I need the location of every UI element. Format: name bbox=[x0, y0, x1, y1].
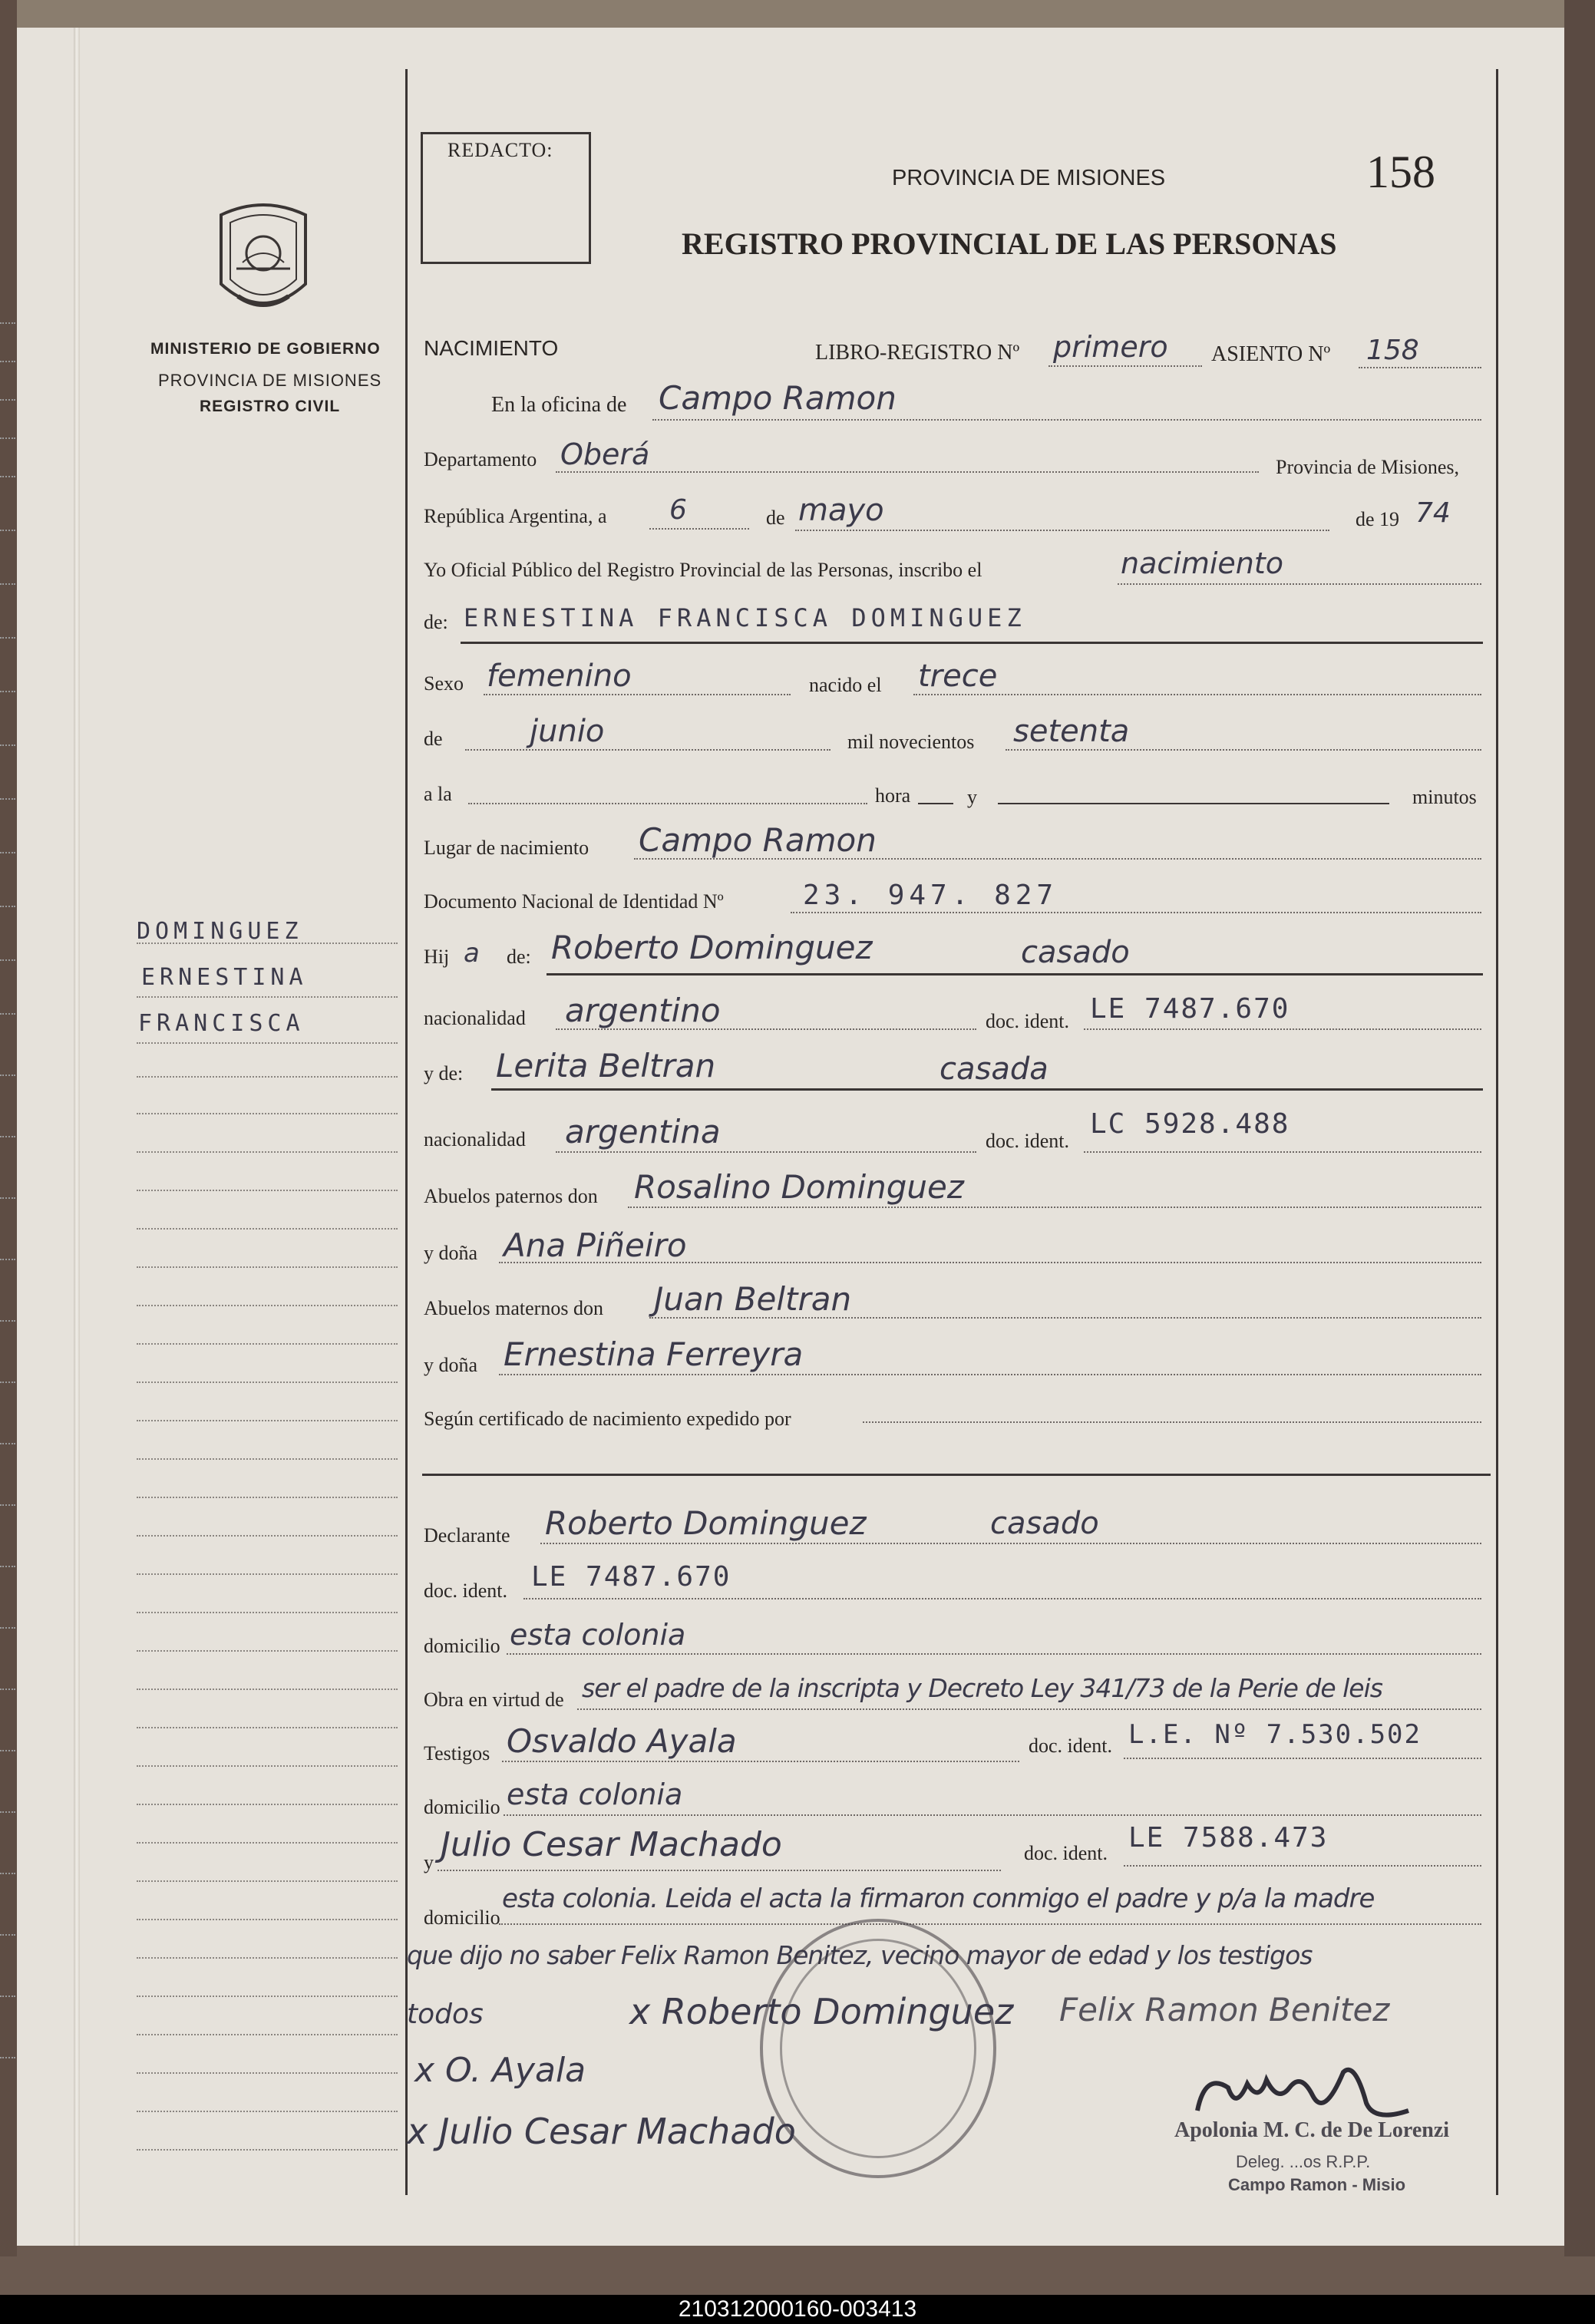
extra-line-1: que dijo no saber Felix Ramon Benitez, vecino mayor de edad y los testigos bbox=[407, 1940, 1313, 1970]
declarante-label: Declarante bbox=[424, 1524, 510, 1547]
sidebar-name-line-1: DOMINGUEZ bbox=[137, 918, 303, 945]
declarante-estado: casado bbox=[990, 1506, 1099, 1541]
official-name: Apolonia M. C. de De Lorenzi bbox=[1174, 2118, 1450, 2142]
yde-label: y de: bbox=[424, 1062, 464, 1084]
sexo-label: Sexo bbox=[424, 672, 464, 695]
abuelos-mat-label: Abuelos maternos don bbox=[424, 1297, 603, 1319]
ydona-pat-label: y doña bbox=[424, 1242, 478, 1264]
doc-padre-line bbox=[1084, 1028, 1481, 1030]
sidebar-name-line-2: ERNESTINA bbox=[141, 964, 308, 991]
nac-padre-value: argentino bbox=[565, 992, 721, 1029]
provincia-emblem bbox=[212, 198, 315, 321]
de19-label: de 19 bbox=[1356, 508, 1400, 530]
hija-label: Hij bbox=[424, 946, 450, 968]
abuelos-pat-label: Abuelos paternos don bbox=[424, 1185, 598, 1207]
departamento-label: Departamento bbox=[424, 448, 537, 470]
official-title: Deleg. ...os R.P.P. bbox=[1236, 2152, 1371, 2171]
domicilio-t1-line bbox=[504, 1814, 1481, 1816]
de-colon-label: de: bbox=[424, 611, 448, 633]
departamento-line bbox=[556, 471, 1259, 473]
hora-label: hora bbox=[875, 784, 911, 807]
domicilio-decl-value: esta colonia bbox=[510, 1618, 686, 1652]
dia-line bbox=[649, 528, 749, 530]
doc-madre-value: LC 5928.488 bbox=[1090, 1108, 1290, 1140]
libro-line bbox=[1048, 365, 1202, 367]
obra-value: ser el padre de la inscripta y Decreto Ley 341/73 de la Perie de leis bbox=[582, 1673, 1382, 1703]
mes-value: mayo bbox=[798, 493, 884, 528]
minutos-label: minutos bbox=[1412, 786, 1477, 808]
declarante-value: Roberto Dominguez bbox=[545, 1504, 867, 1542]
libro-value: primero bbox=[1053, 330, 1168, 364]
y-testigo2-prefix: y bbox=[424, 1851, 434, 1873]
sidebar-name-line-3: FRANCISCA bbox=[138, 1010, 305, 1037]
inscribo-line bbox=[1118, 583, 1481, 585]
domicilio-t2-line bbox=[499, 1923, 1481, 1925]
doc-t1-line bbox=[1124, 1758, 1481, 1759]
asiento-value: 158 bbox=[1366, 335, 1419, 366]
official-place: Campo Ramon - Misio bbox=[1228, 2175, 1406, 2194]
mes-nac-value: junio bbox=[530, 714, 605, 749]
nacionalidad-padre-label: nacionalidad bbox=[424, 1007, 526, 1029]
abuelo-mat-value: Juan Beltran bbox=[654, 1280, 852, 1318]
mes-line bbox=[795, 530, 1329, 531]
obra-line bbox=[577, 1708, 1481, 1710]
section-divider bbox=[422, 1474, 1491, 1476]
nombre-rule bbox=[461, 642, 1483, 644]
republica-label: República Argentina, a bbox=[424, 505, 607, 527]
nacido-value: trece bbox=[918, 659, 998, 694]
minutos-line bbox=[998, 803, 1389, 804]
domicilio-t1-value: esta colonia bbox=[507, 1778, 683, 1811]
sexo-value: femenino bbox=[487, 659, 632, 694]
madre-estado: casada bbox=[939, 1051, 1048, 1087]
provincia-suffix: Provincia de Misiones, bbox=[1276, 456, 1460, 478]
milnov-label: mil novecientos bbox=[847, 731, 975, 753]
anio-value: 74 bbox=[1415, 497, 1451, 529]
declarante-line bbox=[540, 1543, 1481, 1544]
sidebar-provincia-label: PROVINCIA DE MISIONES bbox=[158, 371, 382, 390]
y-label: y bbox=[967, 786, 977, 808]
a-la-label: a la bbox=[424, 783, 452, 805]
nac-padre-line bbox=[556, 1028, 976, 1030]
background-right bbox=[1564, 0, 1595, 2256]
doc-padre-value: LE 7487.670 bbox=[1090, 993, 1290, 1025]
doc-madre-line bbox=[1084, 1151, 1481, 1153]
oficina-label: En la oficina de bbox=[491, 393, 627, 417]
de-label-2: de bbox=[424, 728, 443, 750]
hija-de-label: de: bbox=[507, 946, 531, 968]
oficina-line bbox=[652, 419, 1481, 421]
madre-value: Lerita Beltran bbox=[496, 1047, 716, 1084]
lugar-label: Lugar de nacimiento bbox=[424, 837, 589, 859]
docident-t2-label: doc. ident. bbox=[1024, 1842, 1108, 1864]
libro-label: LIBRO-REGISTRO Nº bbox=[815, 341, 1020, 365]
ydona-mat-label: y doña bbox=[424, 1354, 478, 1376]
hija-suffix: a bbox=[464, 938, 480, 969]
ministerio-label: MINISTERIO DE GOBIERNO bbox=[150, 340, 381, 358]
archive-id: 210312000160-003413 bbox=[678, 2296, 917, 2322]
testigos-label: Testigos bbox=[424, 1742, 490, 1764]
domicilio-t2-value: esta colonia. Leida el acta la firmaron conmigo el padre y p/a la madre bbox=[502, 1883, 1375, 1914]
nacionalidad-madre-label: nacionalidad bbox=[424, 1128, 526, 1150]
abuela-mat-value: Ernestina Ferreyra bbox=[504, 1335, 804, 1373]
signature-machado: x Julio Cesar Machado bbox=[407, 2111, 796, 2152]
nombre-value: ERNESTINA FRANCISCA DOMINGUEZ bbox=[464, 603, 1026, 632]
domicilio-t1-label: domicilio bbox=[424, 1796, 500, 1818]
segun-line bbox=[863, 1421, 1481, 1423]
registro-heading: REGISTRO PROVINCIAL DE LAS PERSONAS bbox=[682, 226, 1337, 261]
redacto-label: REDACTO: bbox=[447, 139, 553, 161]
a-la-line bbox=[468, 803, 867, 804]
provincia-heading: PROVINCIA DE MISIONES bbox=[892, 166, 1166, 190]
lugar-value: Campo Ramon bbox=[639, 821, 877, 859]
padre-estado: casado bbox=[1021, 935, 1130, 970]
abuelo-pat-line bbox=[628, 1207, 1481, 1208]
abuela-pat-value: Ana Piñeiro bbox=[504, 1226, 687, 1264]
doc-t2-line bbox=[1124, 1865, 1481, 1867]
testigo1-line bbox=[502, 1761, 1019, 1762]
docident-madre-label: doc. ident. bbox=[986, 1130, 1070, 1152]
padre-value: Roberto Dominguez bbox=[551, 929, 873, 966]
inscribo-value: nacimiento bbox=[1121, 546, 1284, 580]
background-left bbox=[0, 0, 17, 2256]
sexo-line bbox=[484, 694, 791, 695]
anio-nac-value: setenta bbox=[1013, 714, 1130, 749]
archive-footer bbox=[0, 2295, 1595, 2324]
padre-rule bbox=[547, 973, 1483, 975]
asiento-line bbox=[1359, 367, 1481, 368]
abuelo-mat-line bbox=[649, 1317, 1481, 1319]
asiento-label: ASIENTO Nº bbox=[1211, 342, 1331, 366]
doc-decl-value: LE 7487.670 bbox=[531, 1561, 731, 1593]
documento-label: Documento Nacional de Identidad Nº bbox=[424, 890, 724, 913]
abuelo-pat-value: Rosalino Dominguez bbox=[634, 1168, 964, 1206]
docident-decl-label: doc. ident. bbox=[424, 1580, 508, 1602]
domicilio-t2-label: domicilio bbox=[424, 1906, 500, 1929]
docident-padre-label: doc. ident. bbox=[986, 1010, 1070, 1032]
testigo2-value: Julio Cesar Machado bbox=[441, 1825, 782, 1864]
testigo2-line bbox=[438, 1870, 1001, 1871]
oficial-text: Yo Oficial Público del Registro Provincial de las Personas, inscribo el bbox=[424, 559, 982, 581]
signature-ayala: x O. Ayala bbox=[414, 2051, 586, 2090]
segun-label: Según certificado de nacimiento expedido por bbox=[424, 1408, 791, 1430]
page-fold bbox=[74, 28, 80, 2246]
doc-t2-value: LE 7588.473 bbox=[1128, 1822, 1329, 1854]
documento-value: 23. 947. 827 bbox=[803, 880, 1058, 911]
testigo1-value: Osvaldo Ayala bbox=[507, 1722, 737, 1760]
background-top bbox=[0, 0, 1595, 31]
madre-rule bbox=[491, 1088, 1483, 1091]
oficina-value: Campo Ramon bbox=[659, 379, 897, 417]
abuela-mat-line bbox=[499, 1374, 1481, 1375]
lugar-line bbox=[634, 858, 1481, 860]
nacido-line bbox=[913, 694, 1481, 695]
nacido-label: nacido el bbox=[809, 674, 882, 696]
redacto-box bbox=[421, 132, 591, 264]
doc-decl-line bbox=[523, 1598, 1481, 1599]
anio-nac-line bbox=[1006, 749, 1481, 751]
domicilio-decl-line bbox=[507, 1653, 1481, 1655]
domicilio-decl-label: domicilio bbox=[424, 1635, 500, 1657]
mes-nac-line bbox=[465, 749, 831, 751]
nac-madre-line bbox=[556, 1151, 976, 1153]
abuela-pat-line bbox=[499, 1262, 1481, 1263]
nac-madre-value: argentina bbox=[565, 1113, 721, 1150]
documento-line bbox=[791, 912, 1481, 913]
page-number: 158 bbox=[1366, 147, 1435, 197]
docident-t1-label: doc. ident. bbox=[1029, 1735, 1113, 1757]
signature-benitez: Felix Ramon Benitez bbox=[1059, 1991, 1390, 2029]
de-label: de bbox=[766, 507, 785, 529]
nacimiento-label: NACIMIENTO bbox=[424, 336, 559, 360]
extra-line-2: todos bbox=[407, 1999, 484, 2030]
signature-declarante: x Roberto Dominguez bbox=[629, 1991, 1014, 2032]
dia-value: 6 bbox=[669, 494, 687, 526]
obra-label: Obra en virtud de bbox=[424, 1689, 564, 1711]
doc-t1-value: L.E. Nº 7.530.502 bbox=[1128, 1719, 1422, 1750]
registro-civil-label: REGISTRO CIVIL bbox=[200, 398, 341, 415]
departamento-value: Oberá bbox=[560, 437, 650, 471]
hora-line bbox=[918, 803, 953, 804]
